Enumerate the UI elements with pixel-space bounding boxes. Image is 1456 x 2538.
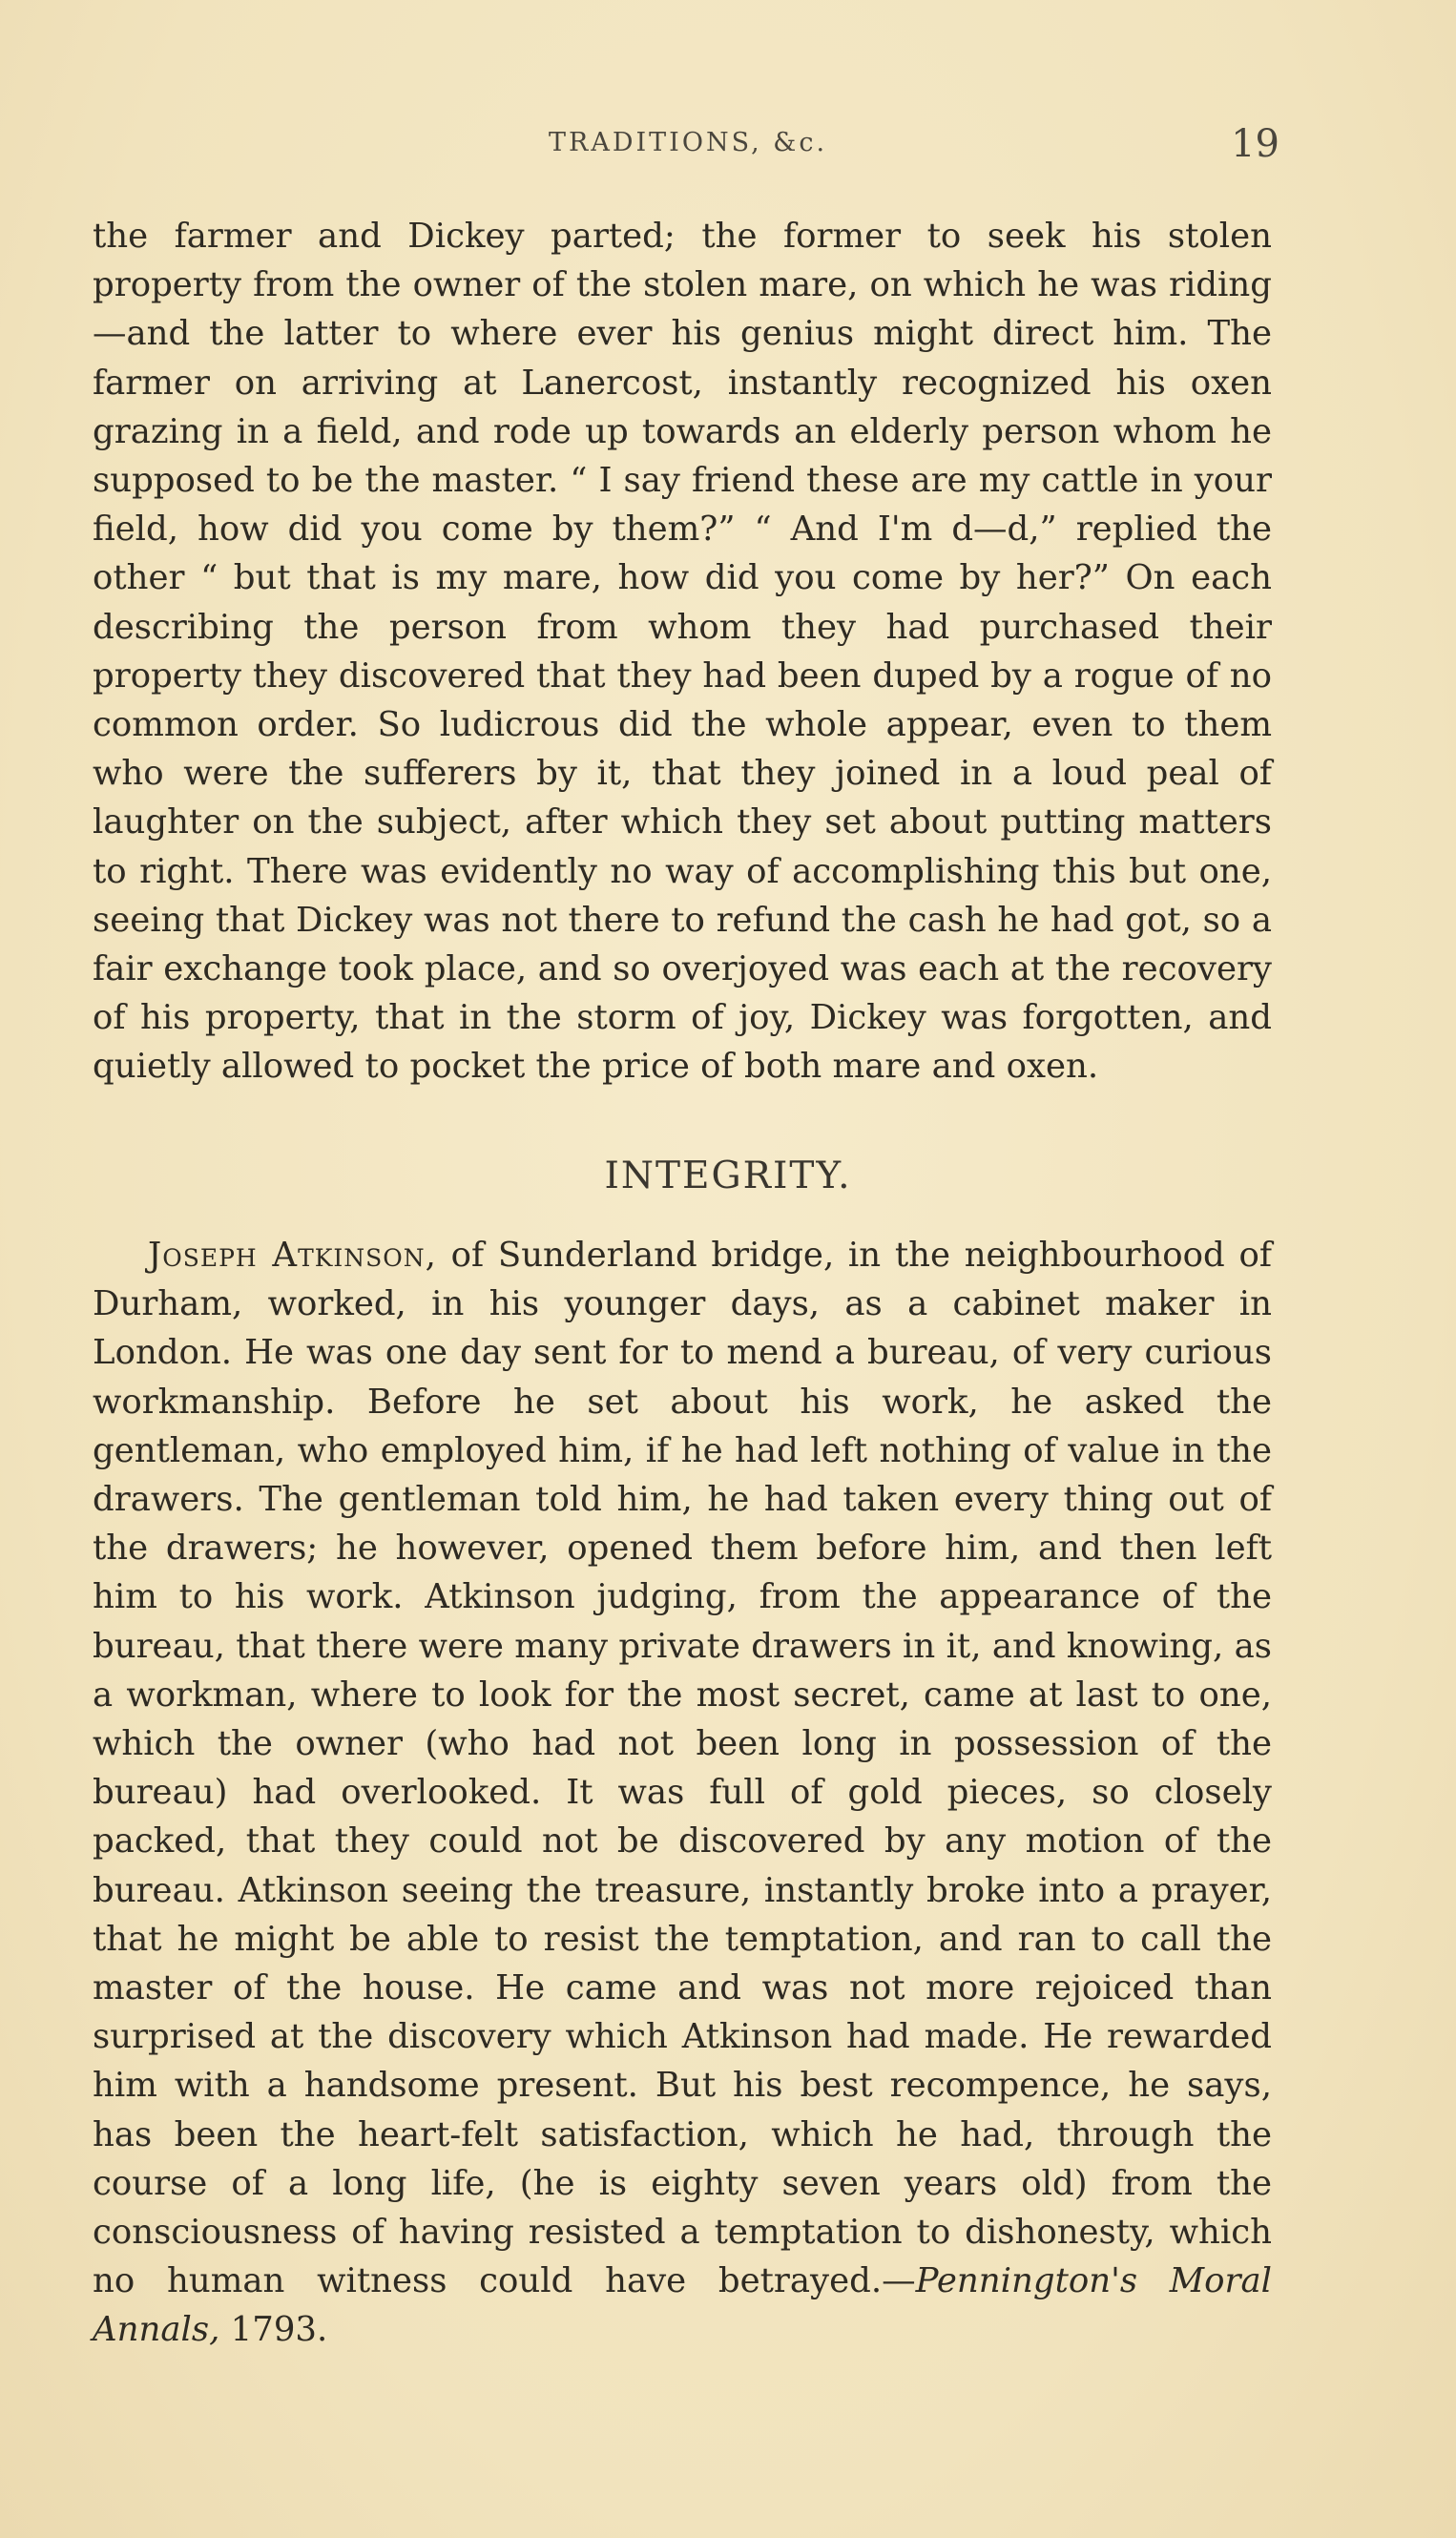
continued-paragraph: the farmer and Dickey parted; the former to seek his stolen property from the owner of the stolen mare, on which he was riding—and the latter to where ever his genius might direct him. The farmer on arriving at Lanercost, instantly recognized his oxen grazing in a field, and rode up towards an elderly person whom he supposed to be the master. “ I say friend these are my cattle in your field, how did you come by them?” “ And I'm d—d,” replied the other “ but that is my mare, how did you come by her?” On each describing the person from whom they had purchased their property they discovered that they had been duped by a rogue of no common order. So ludicrous did the whole appear, even to them who were the sufferers by it, that they joined in a loud peal of laughter on the subject, after which they set about putting matters to right. There was evidently no way of accomplishing this but one, seeing that Dickey was not there to refund the cash he had got, so a fair exchange took place, and so overjoyed was each at the recovery of his property, that in the storm of joy, Dickey was forgotten, and quietly allowed to pocket the price of both mare and oxen. <box>93 217 1272 1087</box>
page-number: 19 <box>1231 122 1279 166</box>
section-body-block <box>93 1231 1272 2355</box>
section-heading: INTEGRITY. <box>604 1155 852 1197</box>
citation-source: Pennington's Moral Annals, <box>93 2261 1272 2350</box>
section-body-text: of Sunderland bridge, in the neighbourhood of Durham, worked, in his younger days, as a cabinet maker in London. He was one day sent for to mend a bureau, of very curious workmanship. Before he set about his work, he asked the gentleman, who employed him, if he had left nothing of value in the drawers. The gentleman told him, he had taken every thing out of the drawers; he however, opened them before him, and then left him to his work. Atkinson judging, from the appearance of the bureau, that there were many private drawers in it, and knowing, as a workman, where to look for the most secret, came at last to one, which the owner (who had not been long in possession of the bureau) had overlooked. It was full of gold pieces, so closely packed, that they could not be discovered by any motion of the bureau. Atkinson seeing the treasure, instantly broke into a prayer, that he might be able to resist the temptation, and ran to call the master of the house. He came and was not more rejoiced than surprised at the discovery which Atkinson had made. He rewarded him with a handsome present. But his best recompence, he says, has been the heart-felt satisfaction, which he had, through the course of a long life, (he is eighty seven years old) from the consciousness of having resisted a temptation to dishonesty, which no human witness could have betrayed.— <box>93 1236 1272 2301</box>
running-title: TRADITIONS, &c. <box>549 128 828 157</box>
citation-year: 1793. <box>219 2310 328 2350</box>
running-header <box>0 122 1456 179</box>
continued-paragraph-block <box>93 212 1272 1092</box>
section-paragraph <box>93 1231 1272 2355</box>
lead-name: Joseph Atkinson, <box>148 1236 437 1275</box>
